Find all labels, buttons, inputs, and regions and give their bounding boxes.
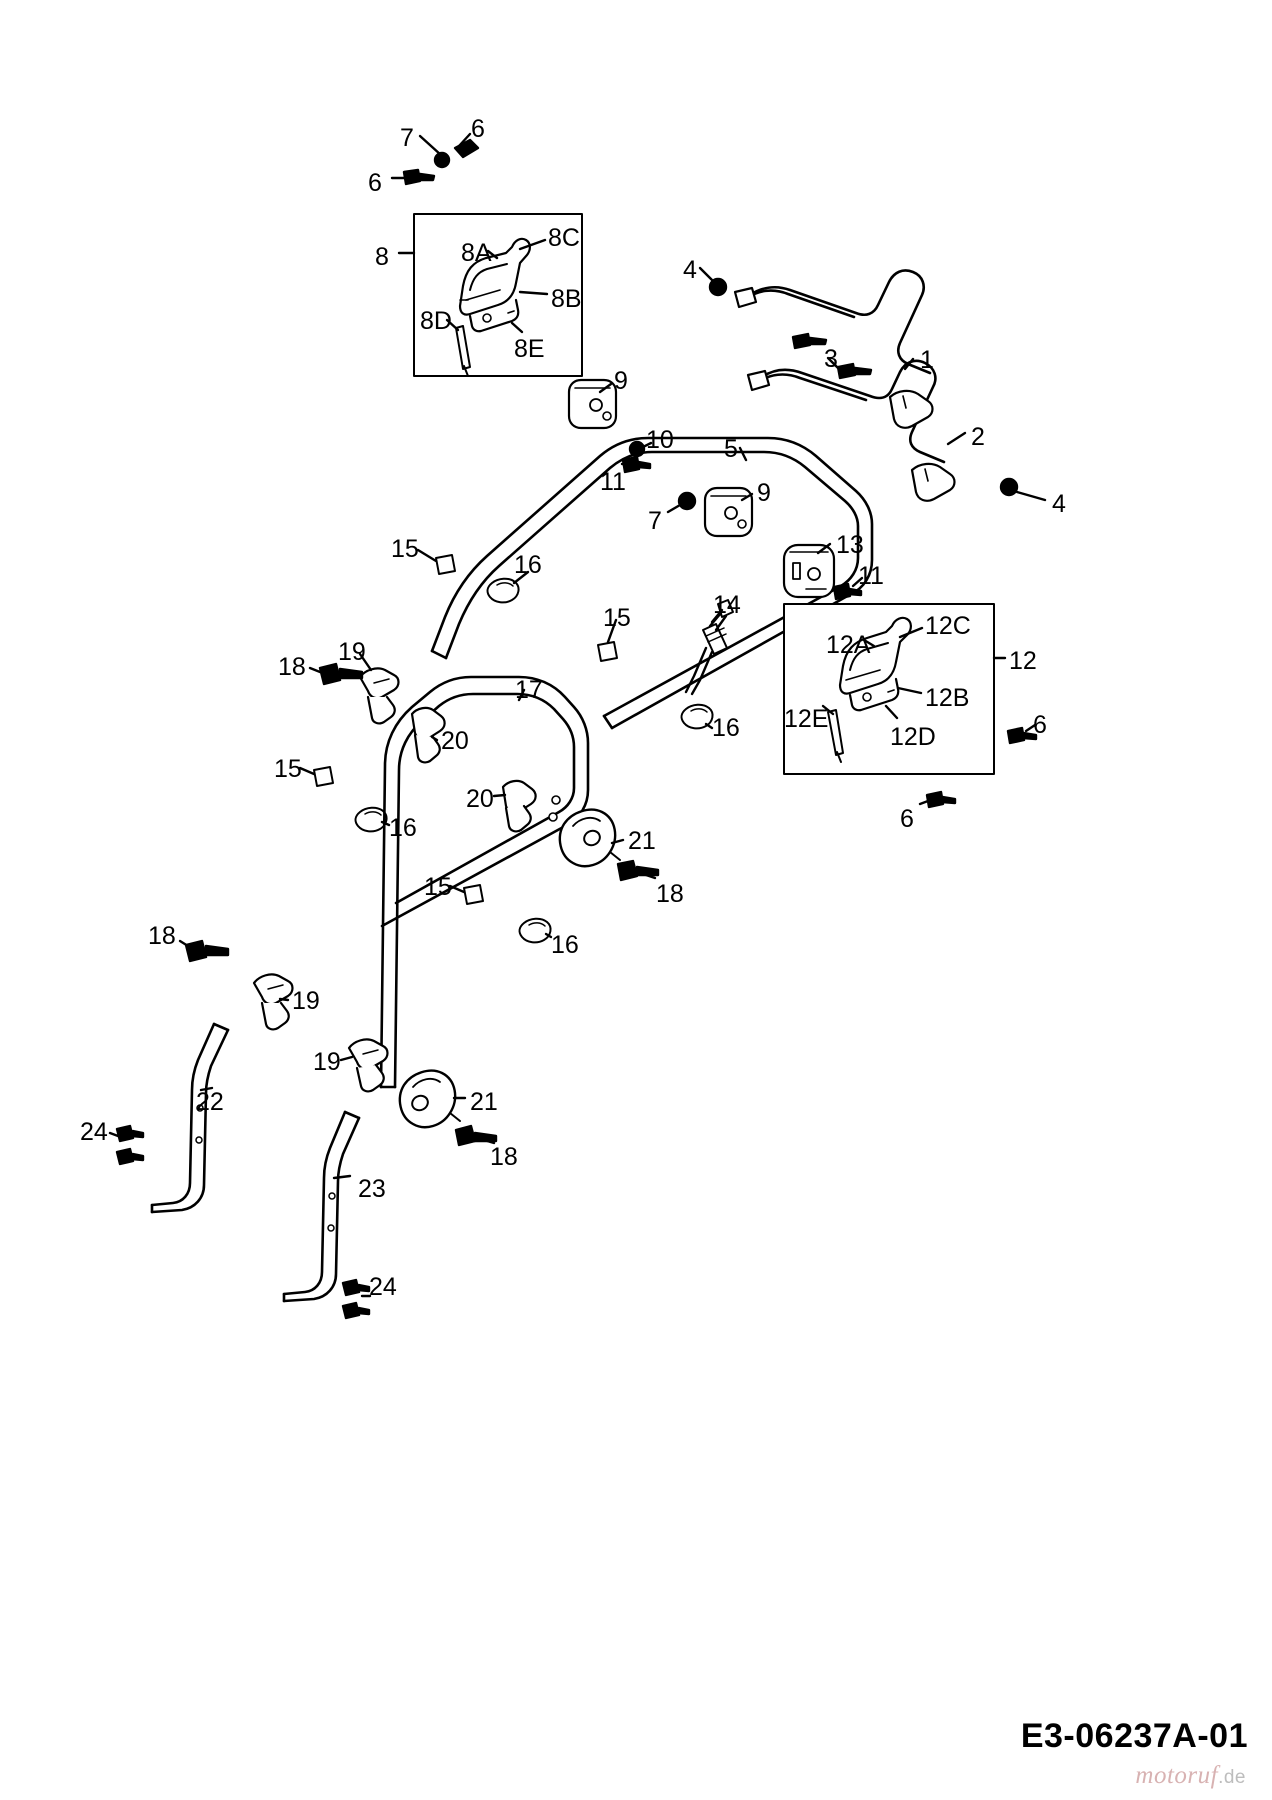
watermark-text: motoruf [1135, 1762, 1219, 1789]
callout-12B: 12B [925, 684, 970, 712]
callout-8D: 8D [420, 307, 452, 335]
leader-7-top [420, 136, 441, 155]
callout-8B: 8B [551, 285, 582, 313]
callout-8: 8 [375, 243, 389, 271]
part-1-end-fitting [735, 288, 756, 307]
tube-23-hole-a [329, 1193, 335, 1199]
part-24-screw-b1 [343, 1280, 369, 1295]
part-6-screw-top-left [404, 170, 434, 184]
callout-23: 23 [358, 1175, 386, 1203]
callout-22: 22 [196, 1088, 224, 1116]
leader-6-bottom [920, 801, 928, 804]
leader-15-a [418, 550, 436, 561]
callout-17: 17 [515, 676, 543, 704]
callout-12C: 12C [925, 612, 971, 640]
callout-9: 9 [614, 367, 628, 395]
callout-9: 9 [757, 479, 771, 507]
part-23-lower-tube [284, 1112, 359, 1301]
callout-15: 15 [274, 755, 302, 783]
callout-4: 4 [683, 256, 697, 284]
callout-1: 1 [920, 346, 934, 374]
callout-18: 18 [656, 880, 684, 908]
callout-20: 20 [466, 785, 494, 813]
part-16-bushing-d [520, 919, 551, 943]
part-2-end-fitting [748, 371, 769, 390]
part-15-washer-a [436, 555, 455, 574]
part-9-clamp-upper [569, 380, 616, 428]
callout-6: 6 [368, 169, 382, 197]
callout-8C: 8C [548, 224, 580, 252]
leader-19-c [341, 1057, 352, 1060]
callout-12A: 12A [826, 631, 871, 659]
callout-2: 2 [971, 423, 985, 451]
callout-15: 15 [603, 604, 631, 632]
part-18-bolt-c [186, 941, 228, 961]
part-17-lower-handle [381, 677, 588, 1087]
callout-7: 7 [648, 507, 662, 535]
part-19-knob-b [254, 974, 293, 1029]
part-6-screw-right [1008, 728, 1036, 743]
leader-24-a [110, 1133, 118, 1136]
part-13-clamp [784, 545, 834, 597]
callout-24: 24 [369, 1273, 397, 1301]
callout-20: 20 [441, 727, 469, 755]
tube-23-hole-b [328, 1225, 334, 1231]
part-24-screw-a1 [117, 1126, 143, 1141]
callout-6: 6 [1033, 711, 1047, 739]
drawing-number: E3-06237A-01 [1020, 1717, 1248, 1755]
part-19-knob-a [360, 668, 399, 723]
callout-8E: 8E [514, 335, 545, 363]
callout-6: 6 [900, 805, 914, 833]
part-4-nut-right [1001, 479, 1017, 495]
callout-19: 19 [292, 987, 320, 1015]
leader-19-b [280, 999, 288, 1000]
part-7-nut-mid [679, 493, 695, 509]
watermark [1135, 1762, 1246, 1790]
part-20-fitting-a [412, 708, 445, 762]
callout-18: 18 [490, 1143, 518, 1171]
leader-7-mid [668, 505, 680, 512]
callout-10: 10 [646, 426, 674, 454]
leader-4-top [700, 268, 713, 281]
part-16-bushing-c [356, 808, 387, 832]
callout-18: 18 [148, 922, 176, 950]
callout-11: 11 [858, 562, 884, 590]
callout-12E: 12E [784, 705, 829, 733]
callout-16: 16 [389, 814, 417, 842]
part-10-nut [630, 442, 644, 456]
callout-3: 3 [824, 345, 838, 373]
callout-8A: 8A [461, 239, 492, 267]
tube-22-hole-b [196, 1137, 202, 1143]
part-21-handle-knob-a [560, 810, 620, 867]
callout-16: 16 [514, 551, 542, 579]
callout-16: 16 [712, 714, 740, 742]
callout-19: 19 [338, 638, 366, 666]
callout-7: 7 [400, 124, 414, 152]
part-15-washer-d [464, 885, 483, 904]
part-11-screw-right [834, 584, 861, 599]
handle-hole-b [552, 796, 560, 804]
part-15-washer-b [598, 642, 617, 661]
callout-13: 13 [836, 531, 864, 559]
handle-hole-a [549, 813, 557, 821]
callout-21: 21 [628, 827, 656, 855]
callout-6: 6 [471, 115, 485, 143]
callout-12D: 12D [890, 723, 936, 751]
leader-5 [740, 448, 746, 460]
leader-18-c [180, 941, 188, 946]
callout-19: 19 [313, 1048, 341, 1076]
callout-21: 21 [470, 1088, 498, 1116]
part-20-fitting-b [503, 781, 536, 831]
part-9-clamp-lower [705, 488, 752, 536]
part-15-washer-c [314, 767, 333, 786]
callout-15: 15 [424, 873, 452, 901]
part-24-screw-b2 [343, 1303, 369, 1318]
leader-4-right [1017, 492, 1045, 500]
leader-18-a [310, 668, 320, 672]
callout-11: 11 [600, 468, 626, 496]
watermark-suffix: .de [1218, 1767, 1246, 1788]
leader-23 [334, 1176, 350, 1178]
part-24-screw-a2 [117, 1149, 143, 1164]
part-22-lower-tube [152, 1024, 228, 1212]
part-2-connector-block [912, 464, 955, 501]
callout-12: 12 [1009, 647, 1037, 675]
part-7-nut-top [435, 153, 449, 167]
part-1-connector-block [890, 391, 933, 428]
leader-20-b [494, 795, 505, 796]
leader-15-c [300, 768, 314, 774]
part-6-screw-bottom [927, 792, 955, 807]
part-3-screw-lower [838, 364, 871, 378]
part-21-handle-knob-b [400, 1071, 460, 1128]
part-18-bolt-a [320, 664, 362, 684]
leader-2 [948, 433, 965, 444]
callout-14: 14 [713, 591, 741, 619]
callout-16: 16 [551, 931, 579, 959]
callout-24: 24 [80, 1118, 108, 1146]
callout-5: 5 [724, 435, 738, 463]
callout-15: 15 [391, 535, 419, 563]
callout-18: 18 [278, 653, 306, 681]
part-3-screw-upper [793, 334, 826, 348]
callout-4: 4 [1052, 490, 1066, 518]
